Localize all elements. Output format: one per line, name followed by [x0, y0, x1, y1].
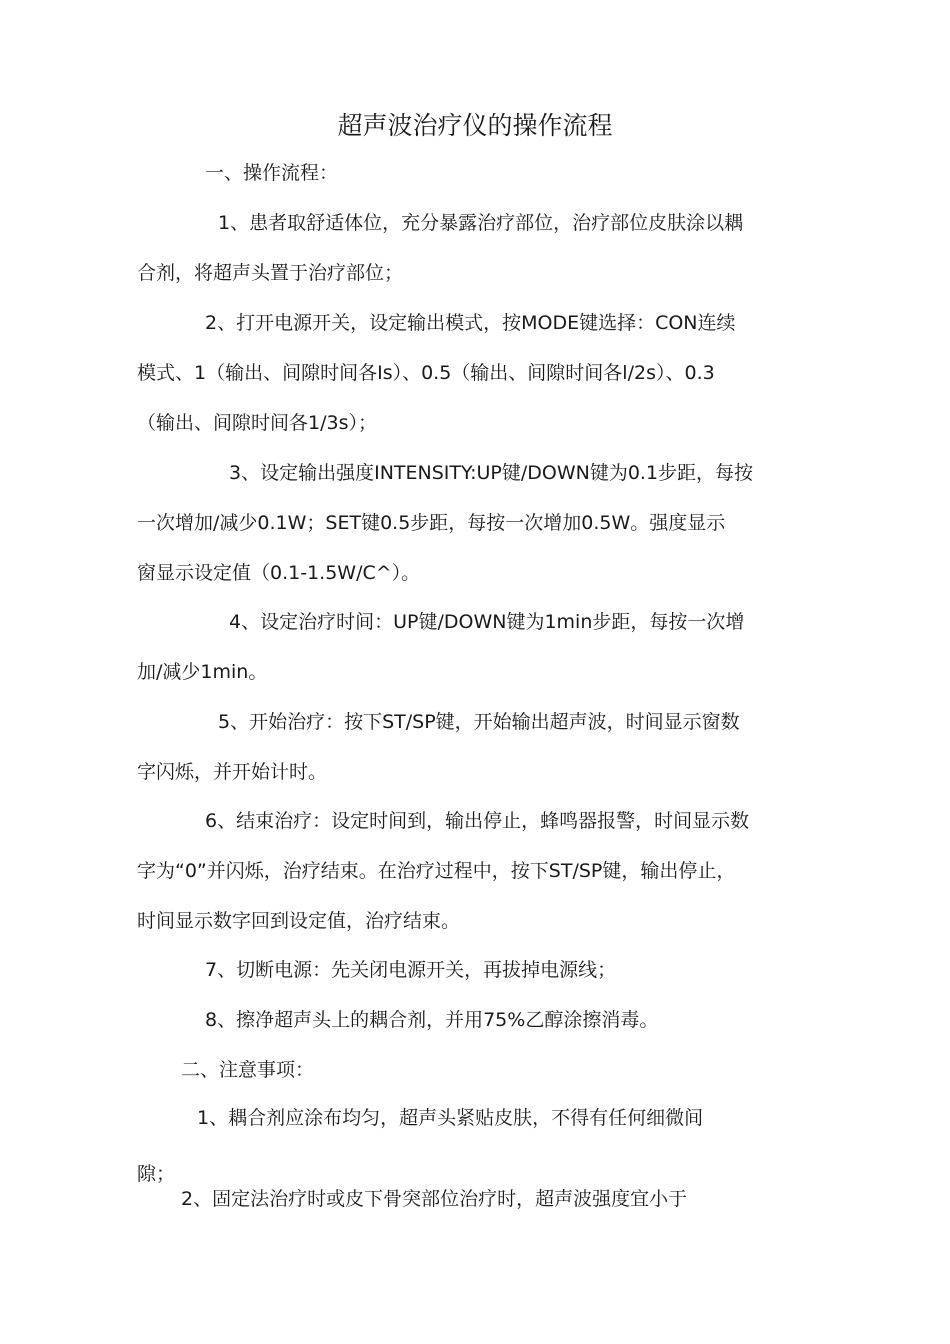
step-1-line-1: 1、患者取舒适体位，充分暴露治疗部位，治疗部位皮肤涂以耦	[218, 212, 744, 234]
step-3-line-2: 一次增加/减少0.1W；SET键0.5步距，每按一次增加0.5W。强度显示	[137, 512, 726, 534]
step-6-line-3: 时间显示数字回到设定值，治疗结束。	[137, 910, 461, 932]
step-3-line-3: 窗显示设定值（0.1-1.5W/C^）。	[137, 562, 421, 584]
step-6-line-1: 6、结束治疗：设定时间到，输出停止，蜂鸣器报警，时间显示数	[205, 810, 750, 832]
note-1-line-2: 隙；	[137, 1163, 176, 1185]
step-4-line-1: 4、设定治疗时间：UP键/DOWN键为1min步距，每按一次增	[229, 611, 745, 633]
section-heading-procedure: 一、操作流程：	[205, 162, 339, 184]
step-2-line-3: （输出、间隙时间各1/3s）；	[137, 412, 377, 434]
step-5-line-2: 字闪烁，并开始计时。	[137, 761, 328, 783]
step-2-line-1: 2、打开电源开关，设定输出模式，按MODE键选择：CON连续	[205, 312, 736, 334]
step-3-line-1: 3、设定输出强度INTENSITY:UP键/DOWN键为0.1步距，每按	[229, 462, 754, 484]
note-2-line-1: 2、固定法治疗时或皮下骨突部位治疗时，超声波强度宜小于	[181, 1188, 688, 1210]
step-4-line-2: 加/减少1min。	[137, 661, 268, 683]
step-2-line-2: 模式、1（输出、间隙时间各Is）、0.5（输出、间隙时间各l/2s）、0.3	[137, 362, 715, 384]
step-7-line-1: 7、切断电源：先关闭电源开关，再拔掉电源线；	[205, 959, 617, 981]
step-5-line-1: 5、开始治疗：按下ST/SP键，开始输出超声波，时间显示窗数	[218, 711, 740, 733]
section-heading-notes: 二、注意事项：	[181, 1059, 315, 1081]
page-title: 超声波治疗仪的操作流程	[337, 111, 613, 140]
note-1-line-1: 1、耦合剂应涂布均匀，超声头紧贴皮肤，不得有任何细微间	[197, 1107, 704, 1129]
step-8-line-1: 8、擦净超声头上的耦合剂，并用75%乙醇涂擦消毒。	[205, 1009, 659, 1031]
step-1-line-2: 合剂，将超声头置于治疗部位；	[137, 262, 404, 284]
step-6-line-2: 字为“0”并闪烁，治疗结束。在治疗过程中，按下ST/SP键，输出停止，	[137, 860, 736, 882]
